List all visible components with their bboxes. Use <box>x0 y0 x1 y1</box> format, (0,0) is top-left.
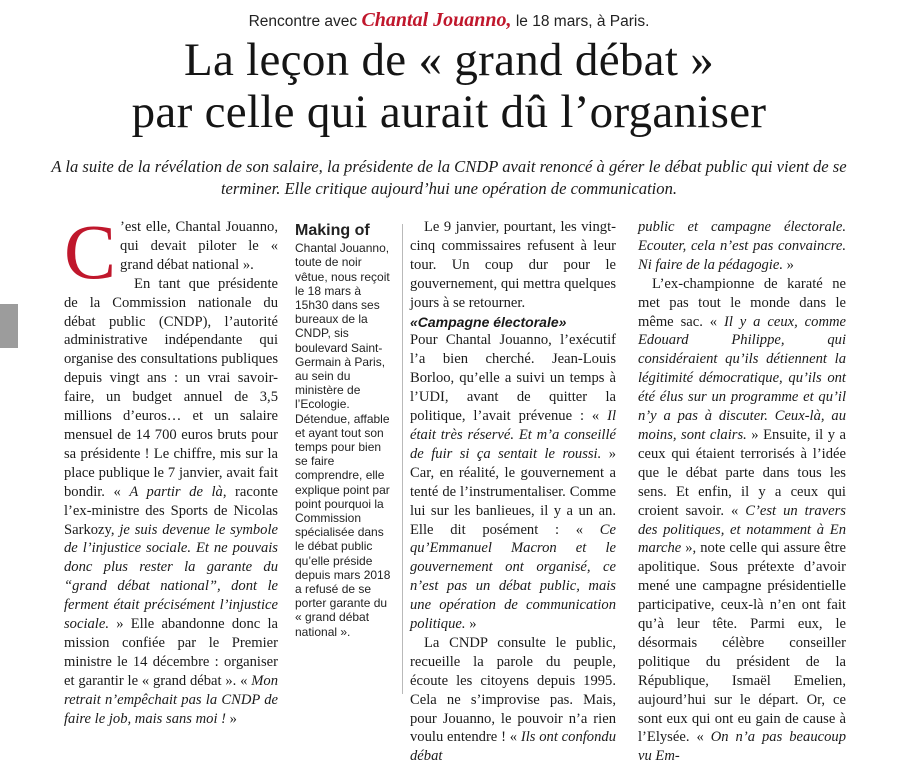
kicker <box>0 9 898 32</box>
intro-paragraph: C ’est elle, Chantal Jouanno, qui devait piloter le « grand débat national ». <box>64 208 278 295</box>
kicker-prefix: Rencontre avec <box>248 13 358 30</box>
headline-line-1: La leçon de « grand débat » <box>183 34 715 86</box>
subheading: «Campagne électorale» <box>410 313 567 330</box>
column-4 <box>638 218 846 766</box>
headline <box>0 34 898 138</box>
dropcap: C <box>64 208 117 295</box>
body-paragraph: Pour Chantal Jouanno, l’exécutif l’a bien cherché. Jean-Louis Borloo, qu’elle a suivi un temps à l’UDI, avant de quitter la politique, l’avait prévenue : « Il était très réservé. Et m’a conseillé de fuir si ça sentait le roussi. » Car, en réalité, le gouvernement a tenté de l’instrumentaliser. Comme lui sur les banlieues, il y a un an. Elle dit posément : « Ce qu’Emmanuel Macron et le gouvernement ont organisé, ce n’est pas un débat public, mais une opération de communication politique. » <box>410 332 617 633</box>
column-1 <box>64 208 278 728</box>
headline-line-2: par celle qui aurait dû l’organiser <box>131 86 767 138</box>
kicker-name: Chantal Jouanno, <box>361 9 512 31</box>
body-paragraph: Le 9 janvier, pourtant, les vingt-cinq commissaires refusent à leur tour. Un coup dur pour le gouvernement, qui mettra quelques jours à se retourner. <box>410 219 616 311</box>
column-3 <box>410 218 616 766</box>
body-paragraph: L’ex-championne de karaté ne met pas tout le monde dans le même sac. « Il y a ceux, comme Edouard Philippe, qui considéraient qu’ils détiennent la légitimité démocratique, qu’ils ont été élus sur un programme et qu’il n’y a pas à discuter. Ceux-là, au moins, sont clairs. » Ensuite, il y a ceux qui étaient terrorisés à l’idée que le débat parte dans tous les sens. Et enfin, il y a ceux qui croient savoir. « C’est un travers des politiques, et notamment à En marche », note celle qui assure être apolitique. Sous prétexte d’avoir mené une campagne présidentielle participative, ceux-là n’en ont fait qu’à leur tête. Parmi eux, le désormais célèbre conseiller politique du président de la République, Ismaël Emelien, aujourd’hui sur le départ. Or, ce sont eux qui ont eu gain de cause à l’Elysée. « On n’a pas beaucoup vu Em- <box>638 275 846 765</box>
page-edge-tab <box>0 304 18 348</box>
making-of-box <box>295 224 395 639</box>
body-paragraph: public et campagne électorale. Ecouter, cela n’est pas convaincre. Ni faire de la pédagogie. » <box>638 219 846 273</box>
kicker-suffix: le 18 mars, à Paris. <box>515 13 650 30</box>
body-paragraph: La CNDP consulte le public, recueille la parole du peuple, écoute les citoyens depuis 1995. Cela ne s’improvise pas. Mais, pour Jouanno, le pouvoir n’a rien voulu entendre ! « Ils ont confondu débat <box>410 634 616 765</box>
body-paragraph: En tant que présidente de la Commission nationale du débat public (CNDP), l’autorité administrative indépendante qui organise des consultations publiques depuis vingt ans : un vrai savoir-faire, un budget annuel de 3,5 millions d’euros… et un salaire mensuel de 14 700 euros bruts pour sa présidente ! Le chiffre, mis sur la place publique le 7 janvier, avait fait bondir. « A partir de là, raconte l’ex-ministre des Sports de Nicolas Sarkozy, je suis devenue le symbole de l’injustice sociale. Et ne pouvais donc plus rester la garante du “grand débat national”, dont le ferment était précisément l’injustice sociale. » Elle abandonne donc la mission confiée par le Premier ministre le 14 décembre : organiser et garantir le « grand débat ». « Mon retrait n’empêchait pas la CNDP de faire le job, mais sans moi ! » <box>64 275 278 727</box>
standfirst: A la suite de la révélation de son salaire, la présidente de la CNDP avait renoncé à gérer le débat public qui vient de se terminer. Elle critique aujourd’hui une opération de communication. <box>51 157 847 198</box>
making-of-title: Making of <box>295 222 370 239</box>
column-divider <box>402 224 403 694</box>
making-of-body: Chantal Jouanno, toute de noir vêtue, nous reçoit le 18 mars à 15h30 dans ses bureaux de la CNDP, sis boulevard Saint-Germain à Paris, au sein du ministère de l’Ecologie. Détendue, affable et ayant tout son temps pour bien se faire comprendre, elle explique point par point pourquoi la Commission spécialisée dans le débat public qu’elle préside depuis mars 2018 a refusé de se porter garante du « grand débat national ». <box>295 241 391 639</box>
